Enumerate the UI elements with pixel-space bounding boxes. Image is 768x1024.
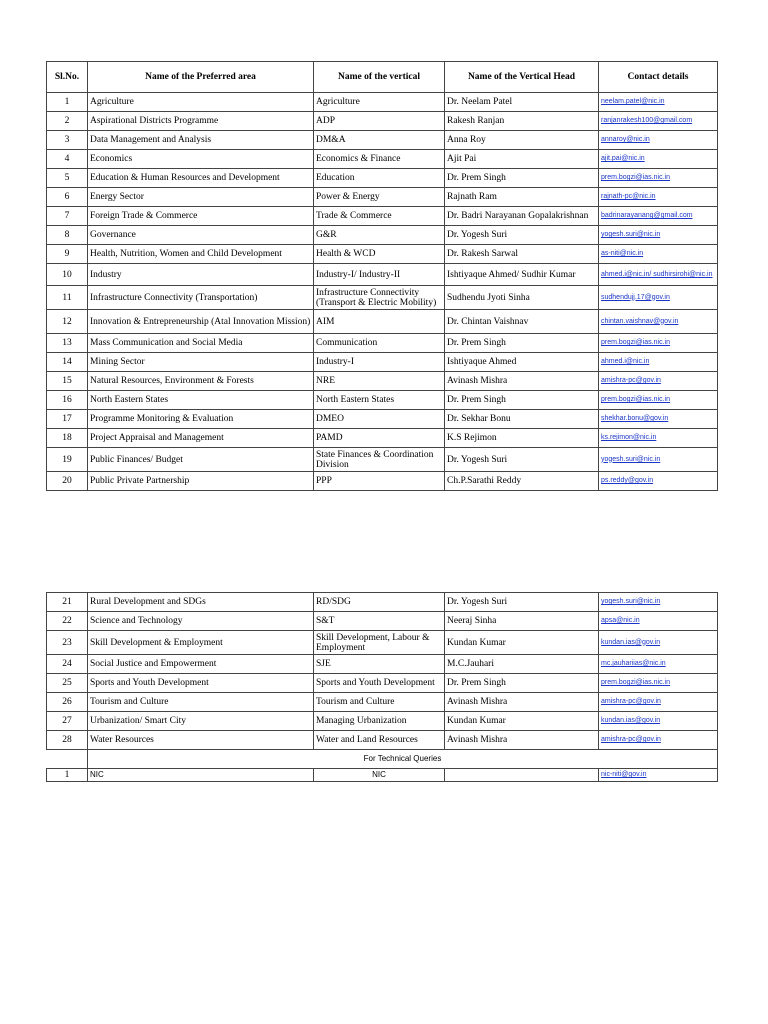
vertical-head-cell [445, 769, 599, 782]
verticals-table-2 [46, 592, 718, 782]
table-row [47, 593, 718, 612]
preferred-area-cell: Economics [88, 150, 314, 169]
contact-email-link[interactable]: annaroy@nic.in [601, 136, 650, 143]
contact-cell [599, 674, 718, 693]
vertical-head-cell: Ishtiyaque Ahmed [445, 353, 599, 372]
vertical-cell: Industry-I/ Industry-II [314, 264, 445, 286]
vertical-head-cell: Kundan Kumar [445, 712, 599, 731]
contact-cell [599, 353, 718, 372]
vertical-head-cell: Dr. Prem Singh [445, 334, 599, 353]
contact-cell [599, 693, 718, 712]
contact-cell [599, 391, 718, 410]
contact-email-link[interactable]: rajnath-pc@nic.in [601, 193, 656, 200]
sl-no-cell: 12 [47, 310, 88, 334]
sl-no-cell: 8 [47, 226, 88, 245]
contact-email-link[interactable]: mc.jauhariias@nic.in [601, 660, 666, 667]
contact-email-link[interactable]: amishra-pc@gov.in [601, 736, 661, 743]
preferred-area-cell: Health, Nutrition, Women and Child Development [88, 245, 314, 264]
vertical-cell: PPP [314, 472, 445, 491]
table-row [47, 372, 718, 391]
preferred-area-cell: Energy Sector [88, 188, 314, 207]
technical-queries-heading-row [47, 750, 718, 769]
table-row [47, 429, 718, 448]
table-row [47, 93, 718, 112]
contact-email-link[interactable]: yogesh.suri@nic.in [601, 598, 661, 605]
contact-cell [599, 429, 718, 448]
preferred-area-cell: Public Finances/ Budget [88, 448, 314, 472]
table-row [47, 207, 718, 226]
vertical-head-cell: M.C.Jauhari [445, 655, 599, 674]
vertical-cell: DMEO [314, 410, 445, 429]
preferred-area-cell: Industry [88, 264, 314, 286]
preferred-area-cell: North Eastern States [88, 391, 314, 410]
sl-no-cell: 3 [47, 131, 88, 150]
vertical-cell: Managing Urbanization [314, 712, 445, 731]
vertical-cell: Health & WCD [314, 245, 445, 264]
table-row [47, 169, 718, 188]
vertical-head-cell: Dr. Yogesh Suri [445, 448, 599, 472]
vertical-cell: Skill Development, Labour & Employment [314, 631, 445, 655]
sl-no-cell: 1 [47, 93, 88, 112]
table-row [47, 112, 718, 131]
table-row [47, 731, 718, 750]
sl-no-cell: 16 [47, 391, 88, 410]
contact-cell [599, 169, 718, 188]
technical-queries-row [47, 769, 718, 782]
vertical-head-cell: Anna Roy [445, 131, 599, 150]
vertical-head-cell: Rakesh Ranjan [445, 112, 599, 131]
sl-no-cell: 11 [47, 286, 88, 310]
vertical-cell: North Eastern States [314, 391, 445, 410]
vertical-head-cell: Dr. Prem Singh [445, 169, 599, 188]
sl-no-cell: 2 [47, 112, 88, 131]
sl-no-cell: 13 [47, 334, 88, 353]
vertical-cell: Power & Energy [314, 188, 445, 207]
contact-cell [599, 472, 718, 491]
table-row [47, 693, 718, 712]
preferred-area-cell: Infrastructure Connectivity (Transportation) [88, 286, 314, 310]
vertical-head-cell: Dr. Rakesh Sarwal [445, 245, 599, 264]
table-row [47, 410, 718, 429]
contact-email-link[interactable]: nic-niti@gov.in [601, 771, 647, 778]
contact-email-link[interactable]: yogesh.suri@nic.in [601, 455, 661, 463]
sl-no-cell: 19 [47, 448, 88, 472]
contact-email-link[interactable]: prem.bogzi@ias.nic.in [601, 396, 670, 403]
contact-email-link[interactable]: shekhar.bonu@gov.in [601, 415, 669, 422]
preferred-area-cell: Project Appraisal and Management [88, 429, 314, 448]
table-row [47, 310, 718, 334]
vertical-cell: Economics & Finance [314, 150, 445, 169]
table-row [47, 712, 718, 731]
preferred-area-cell: Programme Monitoring & Evaluation [88, 410, 314, 429]
contact-cell [599, 769, 718, 782]
vertical-head-cell: Ishtiyaque Ahmed/ Sudhir Kumar [445, 264, 599, 286]
contact-email-link[interactable]: prem.bogzi@ias.nic.in [601, 339, 670, 346]
vertical-head-cell: Neeraj Sinha [445, 612, 599, 631]
vertical-cell: Communication [314, 334, 445, 353]
verticals-table-1 [46, 61, 718, 491]
vertical-cell: Tourism and Culture [314, 693, 445, 712]
sl-no-cell: 23 [47, 631, 88, 655]
sl-no-cell: 20 [47, 472, 88, 491]
table-row [47, 674, 718, 693]
contact-email-link[interactable]: yogesh.suri@nic.in [601, 231, 661, 238]
contact-email-link[interactable]: ahmed.i@nic.in [601, 358, 650, 365]
vertical-head-cell: K.S Rejimon [445, 429, 599, 448]
vertical-cell: AIM [314, 310, 445, 334]
sl-no-cell: 10 [47, 264, 88, 286]
vertical-cell: NRE [314, 372, 445, 391]
preferred-area-cell: Skill Development & Employment [88, 631, 314, 655]
table-row [47, 655, 718, 674]
table-cell [47, 750, 88, 769]
table-row [47, 226, 718, 245]
vertical-cell: DM&A [314, 131, 445, 150]
sl-no-cell: 27 [47, 712, 88, 731]
contact-cell [599, 286, 718, 310]
sl-no-cell: 21 [47, 593, 88, 612]
preferred-area-cell: Science and Technology [88, 612, 314, 631]
contact-cell [599, 207, 718, 226]
table-row [47, 131, 718, 150]
preferred-area-cell: Social Justice and Empowerment [88, 655, 314, 674]
contact-cell [599, 188, 718, 207]
contact-email-link[interactable]: kundan.ias@gov.in [601, 638, 661, 646]
contact-email-link[interactable]: ranjanrakesh100@gmail.com [601, 117, 693, 124]
contact-cell [599, 131, 718, 150]
vertical-cell: Sports and Youth Development [314, 674, 445, 693]
table-row [47, 391, 718, 410]
table-row [47, 631, 718, 655]
contact-email-link[interactable]: kundan.ias@gov.in [601, 717, 661, 724]
table-row [47, 334, 718, 353]
preferred-area-cell: Rural Development and SDGs [88, 593, 314, 612]
vertical-head-cell: Dr. Badri Narayanan Gopalakrishnan [445, 207, 599, 226]
vertical-cell: G&R [314, 226, 445, 245]
contact-cell [599, 150, 718, 169]
contact-email-link[interactable]: amishra-pc@gov.in [601, 377, 661, 384]
table-row [47, 245, 718, 264]
sl-no-cell: 1 [47, 769, 88, 782]
vertical-head-cell: Ajit Pai [445, 150, 599, 169]
sl-no-cell: 18 [47, 429, 88, 448]
contact-email-link[interactable]: chintan.vaishnav@gov.in [601, 317, 679, 325]
sl-no-cell: 24 [47, 655, 88, 674]
sl-no-cell: 5 [47, 169, 88, 188]
header-vertical: Name of the vertical [314, 62, 445, 93]
sl-no-cell: 28 [47, 731, 88, 750]
vertical-cell: SJE [314, 655, 445, 674]
vertical-head-cell: Dr. Yogesh Suri [445, 593, 599, 612]
table-header-row [47, 62, 718, 93]
sl-no-cell: 6 [47, 188, 88, 207]
vertical-cell: ADP [314, 112, 445, 131]
header-sl-no: Sl.No. [47, 62, 88, 93]
vertical-cell: Industry-I [314, 353, 445, 372]
contact-email-link[interactable]: as-niti@nic.in [601, 250, 644, 257]
preferred-area-cell: Public Private Partnership [88, 472, 314, 491]
header-vertical-head: Name of the Vertical Head [445, 62, 599, 93]
contact-cell [599, 372, 718, 391]
vertical-head-cell: Dr. Yogesh Suri [445, 226, 599, 245]
sl-no-cell: 14 [47, 353, 88, 372]
vertical-cell: NIC [314, 769, 445, 782]
contact-cell [599, 631, 718, 655]
preferred-area-cell: NIC [88, 769, 314, 782]
contact-cell [599, 245, 718, 264]
vertical-head-cell: Avinash Mishra [445, 731, 599, 750]
preferred-area-cell: Water Resources [88, 731, 314, 750]
preferred-area-cell: Mining Sector [88, 353, 314, 372]
sl-no-cell: 7 [47, 207, 88, 226]
vertical-head-cell: Dr. Chintan Vaishnav [445, 310, 599, 334]
sl-no-cell: 25 [47, 674, 88, 693]
vertical-head-cell: Dr. Prem Singh [445, 391, 599, 410]
preferred-area-cell: Foreign Trade & Commerce [88, 207, 314, 226]
sl-no-cell: 17 [47, 410, 88, 429]
technical-queries-heading: For Technical Queries [88, 750, 718, 769]
table-row [47, 448, 718, 472]
preferred-area-cell: Mass Communication and Social Media [88, 334, 314, 353]
vertical-head-cell: Dr. Neelam Patel [445, 93, 599, 112]
contact-cell [599, 448, 718, 472]
contact-email-link[interactable]: prem.bogzi@ias.nic.in [601, 174, 670, 181]
vertical-cell: Trade & Commerce [314, 207, 445, 226]
contact-cell [599, 93, 718, 112]
table-row [47, 286, 718, 310]
sl-no-cell: 26 [47, 693, 88, 712]
table-row [47, 353, 718, 372]
contact-email-link[interactable]: amishra-pc@gov.in [601, 698, 661, 705]
vertical-head-cell: Rajnath Ram [445, 188, 599, 207]
sl-no-cell: 15 [47, 372, 88, 391]
contact-email-link[interactable]: ps.reddy@gov.in [601, 477, 654, 484]
contact-cell [599, 655, 718, 674]
preferred-area-cell: Tourism and Culture [88, 693, 314, 712]
sl-no-cell: 22 [47, 612, 88, 631]
vertical-head-cell: Ch.P.Sarathi Reddy [445, 472, 599, 491]
contact-email-link[interactable]: ahmed.i@nic.in/ sudhirsirohi@nic.in [601, 270, 713, 278]
vertical-head-cell: Avinash Mishra [445, 372, 599, 391]
contact-cell [599, 310, 718, 334]
vertical-head-cell: Avinash Mishra [445, 693, 599, 712]
contact-cell [599, 593, 718, 612]
sl-no-cell: 4 [47, 150, 88, 169]
contact-cell [599, 410, 718, 429]
contact-email-link[interactable]: sudhendujj.17@gov.in [601, 293, 670, 301]
vertical-cell: State Finances & Coordination Division [314, 448, 445, 472]
contact-cell [599, 112, 718, 131]
sl-no-cell: 9 [47, 245, 88, 264]
vertical-cell: Infrastructure Connectivity (Transport & Electric Mobility) [314, 286, 445, 310]
header-contact-details: Contact details [599, 62, 718, 93]
table-row [47, 612, 718, 631]
preferred-area-cell: Education & Human Resources and Development [88, 169, 314, 188]
preferred-area-cell: Natural Resources, Environment & Forests [88, 372, 314, 391]
contact-email-link[interactable]: badrinarayanang@gmail.com [601, 212, 693, 219]
vertical-head-cell: Dr. Sekhar Bonu [445, 410, 599, 429]
vertical-head-cell: Dr. Prem Singh [445, 674, 599, 693]
contact-cell [599, 731, 718, 750]
preferred-area-cell: Sports and Youth Development [88, 674, 314, 693]
preferred-area-cell: Urbanization/ Smart City [88, 712, 314, 731]
contact-cell [599, 264, 718, 286]
vertical-cell: Education [314, 169, 445, 188]
contact-email-link[interactable]: ajit.pai@nic.in [601, 155, 645, 162]
preferred-area-cell: Innovation & Entrepreneurship (Atal Innovation Mission) [88, 310, 314, 334]
header-preferred-area: Name of the Preferred area [88, 62, 314, 93]
table-row [47, 188, 718, 207]
vertical-cell: Agriculture [314, 93, 445, 112]
table-row [47, 150, 718, 169]
contact-cell [599, 334, 718, 353]
vertical-head-cell: Sudhendu Jyoti Sinha [445, 286, 599, 310]
preferred-area-cell: Aspirational Districts Programme [88, 112, 314, 131]
preferred-area-cell: Agriculture [88, 93, 314, 112]
contact-email-link[interactable]: apsa@nic.in [601, 617, 640, 624]
contact-cell [599, 712, 718, 731]
vertical-cell: S&T [314, 612, 445, 631]
contact-email-link[interactable]: neelam.patel@nic.in [601, 98, 665, 105]
table-row [47, 264, 718, 286]
contact-email-link[interactable]: ks.rejimon@nic.in [601, 434, 657, 441]
preferred-area-cell: Governance [88, 226, 314, 245]
contact-cell [599, 612, 718, 631]
contact-cell [599, 226, 718, 245]
preferred-area-cell: Data Management and Analysis [88, 131, 314, 150]
vertical-cell: Water and Land Resources [314, 731, 445, 750]
table-row [47, 472, 718, 491]
vertical-head-cell: Kundan Kumar [445, 631, 599, 655]
vertical-cell: PAMD [314, 429, 445, 448]
contact-email-link[interactable]: prem.bogzi@ias.nic.in [601, 679, 670, 686]
vertical-cell: RD/SDG [314, 593, 445, 612]
